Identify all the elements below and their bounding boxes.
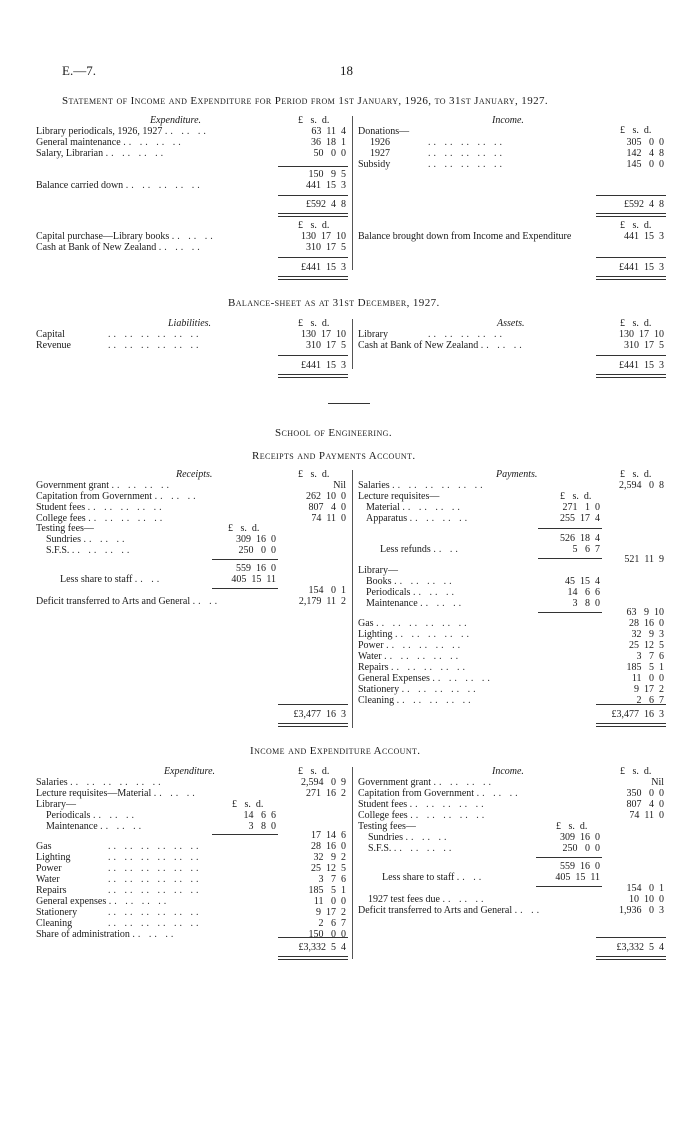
- liability-line: Revenue: [36, 340, 71, 351]
- expenditure-line: General expenses .. .. .. ..: [36, 896, 170, 907]
- asset-line: Cash at Bank of New Zealand .. .. ..: [358, 340, 525, 351]
- balance-sheet-title: Balance-sheet as at 31st December, 1927.: [228, 297, 440, 309]
- amount: 2 6 7: [636, 695, 664, 706]
- amount: 14 6 6: [567, 587, 600, 598]
- income-line: Sundries .. .. ..: [368, 832, 450, 843]
- income-line: Student fees .. .. .. .. ..: [358, 799, 487, 810]
- amount: 45 15 4: [565, 576, 600, 587]
- amount: 145 0 0: [626, 159, 664, 170]
- payment-line: Maintenance .. .. ..: [366, 598, 465, 609]
- subtotal: 526 18 4: [560, 533, 600, 544]
- subtotal-rule: [212, 588, 278, 589]
- total: £3,332 5 4: [616, 942, 664, 953]
- payment-line: Lighting .. .. .. .. ..: [358, 629, 472, 640]
- amount: 405 15 11: [231, 574, 276, 585]
- receipts-heading: Receipts.: [176, 469, 213, 480]
- total: £441 15 3: [619, 262, 664, 273]
- deficit-line: Deficit transferred to Arts and General .. ..: [358, 905, 543, 916]
- expenditure-heading: Expenditure.: [150, 115, 202, 126]
- expenditure-line: Water: [36, 874, 60, 885]
- expenditure-line: Salaries .. .. .. .. .. ..: [36, 777, 164, 788]
- receipts-payments-title: Receipts and Payments Account.: [252, 450, 416, 462]
- payment-line: Power .. .. .. .. ..: [358, 640, 464, 651]
- balance-brought-down: Balance brought down from Income and Expenditure: [358, 231, 572, 242]
- amount: 305 0 0: [626, 137, 664, 148]
- section-separator: [328, 403, 370, 404]
- amount: Nil: [651, 777, 664, 788]
- expenditure-line: Gas: [36, 841, 52, 852]
- total-double-rule: [596, 374, 666, 378]
- payment-line: Cleaning .. .. .. .. ..: [358, 695, 474, 706]
- income-line: 1927: [370, 148, 390, 159]
- subtotal: 150 9 5: [308, 169, 346, 180]
- payment-line: Stationery .. .. .. .. ..: [358, 684, 479, 695]
- subtotal-rule: [278, 166, 348, 167]
- amount: 150 0 0: [308, 929, 346, 940]
- page-reference: E.—7.: [62, 63, 96, 78]
- expenditure-line: Periodicals .. .. ..: [46, 810, 137, 821]
- expenditure-line: General maintenance .. .. .. ..: [36, 137, 184, 148]
- total: £441 15 3: [301, 360, 346, 371]
- payment-line: Material .. .. .. ..: [366, 502, 463, 513]
- subtotal: 559 16 0: [560, 861, 600, 872]
- expenditure-heading: Expenditure.: [164, 766, 216, 777]
- income-line: S.F.S. .. .. .. ..: [368, 843, 455, 854]
- total-rule: [278, 195, 348, 196]
- payment-line: Water .. .. .. .. ..: [358, 651, 462, 662]
- total-double-rule: [596, 956, 666, 960]
- total-rule: [278, 257, 348, 258]
- receipt-line: College fees .. .. .. .. ..: [36, 513, 166, 524]
- amount: 250 0 0: [238, 545, 276, 556]
- total: £3,477 16 3: [293, 709, 346, 720]
- donations-label: Donations—: [358, 126, 410, 137]
- amount: 185 5 1: [308, 885, 346, 896]
- total: £592 4 8: [624, 199, 664, 210]
- amount: 25 12 5: [311, 863, 346, 874]
- income-line: College fees .. .. .. .. ..: [358, 810, 488, 821]
- payment-line: Repairs .. .. .. .. ..: [358, 662, 469, 673]
- payment-line: Apparatus .. .. .. ..: [366, 513, 471, 524]
- amount: 521 11 9: [624, 554, 664, 565]
- amount: 1,936 0 3: [619, 905, 664, 916]
- lsd-heading: £ s. d.: [232, 799, 264, 810]
- expenditure-line: Maintenance .. .. ..: [46, 821, 145, 832]
- expenditure-line: Library—: [36, 799, 76, 810]
- expenditure-line: Share of administration .. .. ..: [36, 929, 177, 940]
- income-expenditure-title: Income and Expenditure Account.: [250, 745, 421, 757]
- total-double-rule: [596, 276, 666, 280]
- total-rule: [596, 257, 666, 258]
- statement-title: Statement of Income and Expenditure for Period from 1st January, 1926, to 31st January, 1927.: [62, 95, 549, 107]
- income-line: 1927 test fees due .. .. ..: [368, 894, 487, 905]
- total: £3,477 16 3: [611, 709, 664, 720]
- total-rule: [596, 355, 666, 356]
- amount: 25 12 5: [629, 640, 664, 651]
- lsd-heading: £ s. d.: [298, 318, 330, 329]
- receipt-line: Sundries .. .. ..: [46, 534, 128, 545]
- total: £441 15 3: [301, 262, 346, 273]
- amount: 3 8 0: [572, 598, 600, 609]
- amount: 2 6 7: [318, 918, 346, 929]
- subtotal: 559 16 0: [236, 563, 276, 574]
- total-double-rule: [596, 723, 666, 727]
- lsd-heading: £ s. d.: [560, 491, 592, 502]
- amount: 63 11 4: [311, 126, 346, 137]
- total-rule: [278, 704, 348, 705]
- total-rule: [596, 195, 666, 196]
- income-heading: Income.: [492, 766, 524, 777]
- column-divider: [352, 116, 353, 270]
- expenditure-line: Lecture requisites—Material .. .. ..: [36, 788, 198, 799]
- subtotal-rule: [538, 528, 602, 529]
- page-number: 18: [340, 63, 353, 78]
- subtotal-rule: [536, 886, 602, 887]
- amount: 3 7 6: [318, 874, 346, 885]
- amount: 14 6 6: [243, 810, 276, 821]
- lsd-heading: £ s. d.: [620, 220, 652, 231]
- amount: 5 6 7: [572, 544, 600, 555]
- amount: 2,179 11 2: [298, 596, 346, 607]
- subtotal-rule: [538, 612, 602, 613]
- amount: 2,594 0 9: [301, 777, 346, 788]
- payment-line: Periodicals .. .. ..: [366, 587, 457, 598]
- amount: 350 0 0: [626, 788, 664, 799]
- income-line: Government grant .. .. .. ..: [358, 777, 495, 788]
- expenditure-line: Power: [36, 863, 62, 874]
- expenditure-line: Lighting: [36, 852, 71, 863]
- amount: 50 0 0: [313, 148, 346, 159]
- amount: 441 15 3: [624, 231, 664, 242]
- subtotal-rule: [212, 559, 278, 560]
- lsd-heading: £ s. d.: [298, 766, 330, 777]
- total: £592 4 8: [306, 199, 346, 210]
- cash-at-bank: Cash at Bank of New Zealand .. .. ..: [36, 242, 203, 253]
- deficit-line: Deficit transferred to Arts and General .. ..: [36, 596, 221, 607]
- amount: 255 17 4: [560, 513, 600, 524]
- amount: 154 0 1: [626, 883, 664, 894]
- total-double-rule: [596, 213, 666, 217]
- amount: 310 17 5: [624, 340, 664, 351]
- lsd-heading: £ s. d.: [620, 469, 652, 480]
- amount: 9 17 2: [634, 684, 664, 695]
- amount: 36 18 1: [311, 137, 346, 148]
- amount: 32 9 2: [313, 852, 346, 863]
- expenditure-line: Library periodicals, 1926, 1927 .. .. ..: [36, 126, 209, 137]
- amount: 130 17 10: [301, 329, 346, 340]
- payments-heading: Payments.: [496, 469, 538, 480]
- income-line: 1926: [370, 137, 390, 148]
- amount: 309 16 0: [560, 832, 600, 843]
- amount: 154 0 1: [308, 585, 346, 596]
- lsd-heading: £ s. d.: [228, 523, 260, 534]
- engineering-title: School of Engineering.: [275, 427, 392, 439]
- expenditure-line: Stationery: [36, 907, 78, 918]
- assets-heading: Assets.: [497, 318, 525, 329]
- amount: 11 0 0: [631, 673, 664, 684]
- lsd-heading: £ s. d.: [556, 821, 588, 832]
- amount: 74 11 0: [311, 513, 346, 524]
- total-double-rule: [278, 374, 348, 378]
- subtotal-rule: [212, 834, 278, 835]
- amount: 130 17 10: [619, 329, 664, 340]
- income-line: Subsidy: [358, 159, 391, 170]
- subtotal-rule: [538, 558, 602, 559]
- payment-line: Salaries .. .. .. .. .. ..: [358, 480, 486, 491]
- amount: 310 17 5: [306, 242, 346, 253]
- payment-line: General Expenses .. .. .. ..: [358, 673, 493, 684]
- total-rule: [596, 937, 666, 938]
- amount: 271 1 0: [562, 502, 600, 513]
- amount: 10 10 0: [629, 894, 664, 905]
- total-rule: [278, 937, 348, 938]
- amount: 74 11 0: [629, 810, 664, 821]
- column-divider: [352, 470, 353, 728]
- amount: 310 17 5: [306, 340, 346, 351]
- amount: 185 5 1: [626, 662, 664, 673]
- payment-line: Books .. .. .. ..: [366, 576, 455, 587]
- amount: 405 15 11: [555, 872, 600, 883]
- expenditure-line: Cleaning: [36, 918, 73, 929]
- income-heading: Income.: [492, 115, 524, 126]
- total: £441 15 3: [619, 360, 664, 371]
- total: £3,332 5 4: [298, 942, 346, 953]
- total-double-rule: [278, 213, 348, 217]
- total-rule: [278, 355, 348, 356]
- receipt-line: Student fees .. .. .. .. ..: [36, 502, 165, 513]
- amount: 2,594 0 8: [619, 480, 664, 491]
- amount: 17 14 6: [311, 830, 346, 841]
- column-divider: [352, 767, 353, 959]
- amount: 28 16 0: [629, 618, 664, 629]
- expenditure-line: Salary, Librarian .. .. .. ..: [36, 148, 167, 159]
- liabilities-heading: Liabilities.: [168, 318, 212, 329]
- capital-purchase: Capital purchase—Library books .. .. ..: [36, 231, 216, 242]
- lsd-heading: £ s. d.: [620, 318, 652, 329]
- lsd-heading: £ s. d.: [298, 469, 330, 480]
- income-line: Less share to staff .. ..: [382, 872, 485, 883]
- amount: 807 4 0: [626, 799, 664, 810]
- balance-carried-down: Balance carried down .. .. .. .. ..: [36, 180, 203, 191]
- lsd-heading: £ s. d.: [298, 115, 330, 126]
- liability-line: Capital: [36, 329, 65, 340]
- amount: Nil: [333, 480, 346, 491]
- lsd-heading: £ s. d.: [620, 125, 652, 136]
- payment-line: Gas .. .. .. .. .. ..: [358, 618, 470, 629]
- total-double-rule: [278, 956, 348, 960]
- amount: 250 0 0: [562, 843, 600, 854]
- column-divider: [352, 319, 353, 369]
- amount: 63 9 10: [626, 607, 664, 618]
- amount: 3 8 0: [248, 821, 276, 832]
- testing-fees-label: Testing fees—: [36, 523, 94, 534]
- payment-line: Library—: [358, 565, 398, 576]
- subtotal-rule: [536, 857, 602, 858]
- income-line: Capitation from Government .. .. ..: [358, 788, 521, 799]
- amount: 262 10 0: [306, 491, 346, 502]
- total-double-rule: [278, 276, 348, 280]
- total-rule: [596, 704, 666, 705]
- amount: 130 17 10: [301, 231, 346, 242]
- amount: 11 0 0: [313, 896, 346, 907]
- amount: 271 16 2: [306, 788, 346, 799]
- amount: 32 9 3: [631, 629, 664, 640]
- payment-line: Lecture requisites—: [358, 491, 440, 502]
- amount: 28 16 0: [311, 841, 346, 852]
- amount: 3 7 6: [636, 651, 664, 662]
- receipt-line: S.F.S. .. .. .. ..: [46, 545, 133, 556]
- receipt-line: Capitation from Government .. .. ..: [36, 491, 199, 502]
- amount: 9 17 2: [316, 907, 346, 918]
- payment-line: Less refunds .. ..: [380, 544, 461, 555]
- asset-line: Library: [358, 329, 388, 340]
- amount: 807 4 0: [308, 502, 346, 513]
- receipt-line: Government grant .. .. .. ..: [36, 480, 173, 491]
- lsd-heading: £ s. d.: [620, 766, 652, 777]
- testing-fees-label: Testing fees—: [358, 821, 416, 832]
- amount: 309 16 0: [236, 534, 276, 545]
- receipt-line: Less share to staff .. ..: [60, 574, 163, 585]
- total-double-rule: [278, 723, 348, 727]
- expenditure-line: Repairs: [36, 885, 67, 896]
- lsd-heading: £ s. d.: [298, 220, 330, 231]
- amount: 142 4 8: [626, 148, 664, 159]
- amount: 441 15 3: [306, 180, 346, 191]
